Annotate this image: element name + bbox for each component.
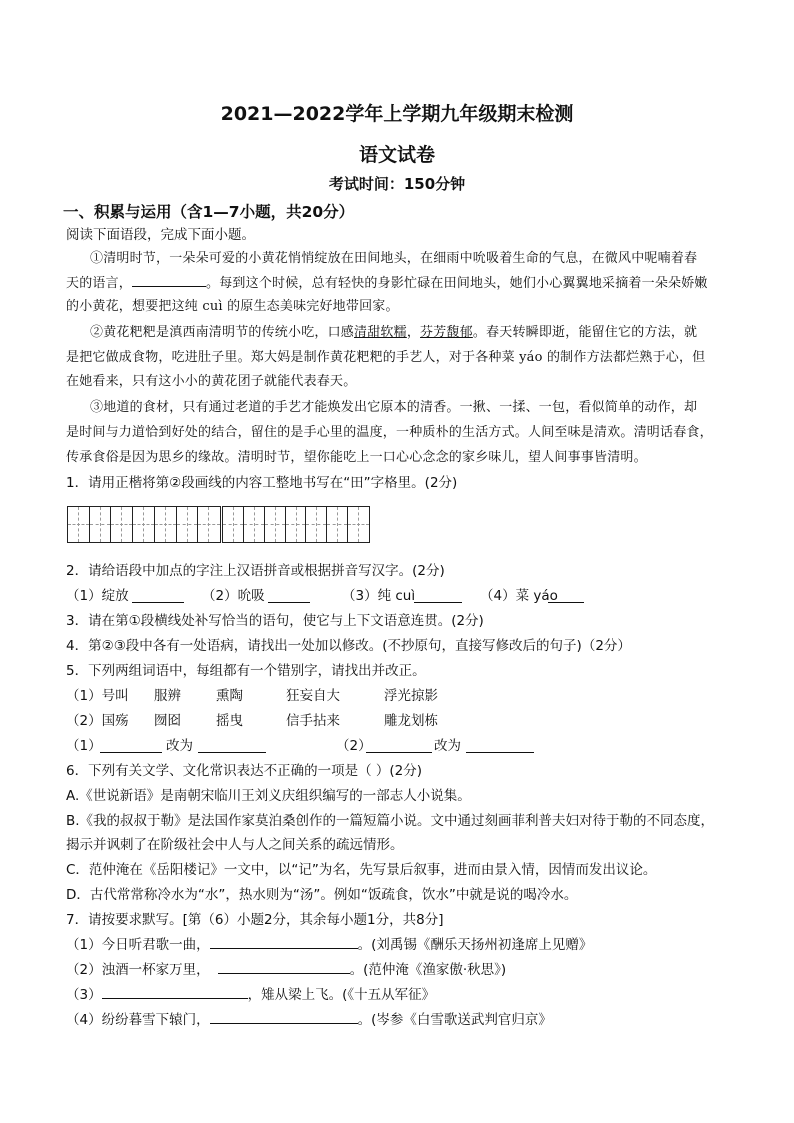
q7-line-1 [66,936,592,954]
q7-l3-prompt: （3） [66,987,102,1003]
q5-r1-word-2: 服辨 [154,688,181,704]
passage-p3-line2: 是时间与力道恰到好处的结合，留住的是手心里的温度，一种质朴的生活方式。人间至味是清欢。清明话春食， [66,425,713,440]
q7-line-2 [66,961,506,979]
q5-r1-word-4: 狂妄自大 [286,688,340,704]
q6-option-d[interactable]: D．古代常常称冷水为“水”，热水则为“汤”。例如“饭疏食，饮水”中就是说的喝冷水。 [66,887,578,903]
q2-blank-3[interactable] [414,590,462,603]
passage-p2-sep: ， [406,325,421,340]
q2-blank-2[interactable] [268,590,310,603]
question-6: 6．下列有关文学、文化常识表达不正确的一项是（ ）(2分) [66,763,423,779]
grid-cell[interactable] [286,507,307,542]
q6-option-c[interactable]: C．范仲淹在《岳阳楼记》一文中，以“记”为名，先写景后叙事，进而由景入情，因情而发出议论。 [66,862,657,878]
section-intro: 阅读下面语段，完成下面小题。 [66,227,255,243]
section-heading: 一、积累与运用（含1—7小题，共20分） [63,203,355,221]
exam-time: 考试时间：150分钟 [328,175,466,193]
passage-p1-line2 [66,274,708,293]
question-1: 1．请用正楷将第②段画线的内容工整地书写在“田”字格里。(2分) [66,475,458,491]
q5-r2-word-2: 囫囵 [154,713,181,729]
q5-answer-1-mid: 改为 [166,738,193,754]
q7-l4-prompt: （4）纷纷暮雪下辕门， [66,1012,210,1028]
underlined-phrase-2: 芬芳馥郁 [420,325,473,340]
q5-r1-word-1: （1）号叫 [66,688,129,704]
q2-blank-4[interactable] [548,590,584,603]
q7-l3-source: ，雉从梁上飞。(《十五从军征》 [247,987,436,1003]
exam-title: 2021—2022学年上学期九年级期末检测 [220,103,574,125]
exam-subtitle: 语文试卷 [358,144,435,166]
q5-blank-1a[interactable] [100,740,162,753]
q5-answer-2-label: （2） [336,738,372,754]
passage-p3-line3: 传承食俗是因为思乡的缘故。清明时节，望你能吃上一口心心念念的家乡味儿，望人间事事皆清明。 [66,450,647,465]
grid-cell[interactable] [198,507,220,542]
q2-blank-1[interactable] [132,590,184,603]
q3-answer-blank[interactable] [132,274,206,287]
q7-blank-2[interactable] [218,961,350,974]
passage-p1-line1: ①清明时节，一朵朵可爱的小黄花悄悄绽放在田间地头，在细雨中吮吸着生命的气息，在微风中呢喃着春 [90,251,698,266]
question-3: 3．请在第①段横线处补写恰当的语句，使它与上下文语意连贯。(2分) [66,613,484,629]
tian-grid-group-2[interactable] [222,506,370,543]
q7-l4-source: 。(岑参《白雪歌送武判官归京》 [357,1012,552,1028]
grid-cell[interactable] [90,507,112,542]
grid-cell[interactable] [223,507,244,542]
grid-cell[interactable] [155,507,177,542]
passage-p1-line3: 的小黄花，想要把这纯 cuì 的原生态美味完好地带回家。 [66,299,399,314]
grid-cell[interactable] [306,507,327,542]
passage-p2-line2: 是把它做成食物，吃进肚子里。郑大妈是制作黄花粑粑的手艺人，对于各种菜 yáo 的制作方法都烂熟于心，但 [66,350,706,365]
q7-blank-1[interactable] [210,936,358,949]
q7-line-3 [66,986,435,1004]
grid-cell[interactable] [111,507,133,542]
q6-option-b-line1[interactable]: B.《我的叔叔于勒》是法国作家莫泊桑创作的一篇短篇小说。文中通过刻画菲利普夫妇对待于勒的不同态度， [66,813,715,829]
q5-r2-word-1: （2）国殇 [66,713,129,729]
q7-l2-source: 。(范仲淹《渔家傲·秋思》) [349,962,507,978]
passage-p3-line1: ③地道的食材，只有通过老道的手艺才能焕发出它原本的清香。一揪、一揉、一包，看似简单的动作，却 [90,400,698,415]
passage-p2-line1 [90,324,697,342]
q2-option-1: （1）绽放 [66,588,129,604]
underlined-phrase-1: 清甜软糯 [354,325,407,340]
question-4: 4．第②③段中各有一处语病，请找出一处加以修改。(不抄原句，直接写修改后的句子)（2分） [66,638,631,654]
q7-l2-prompt: （2）浊酒一杯家万里， [66,962,210,978]
q6-option-b-line2: 揭示并讽刺了在阶级社会中人与人之间关系的疏远情形。 [66,837,404,853]
q5-answer-2-mid: 改为 [434,738,461,754]
q5-r2-word-5: 雕龙划栋 [384,713,438,729]
passage-p1-line2-end: 。每到这个时候，总有轻快的身影忙碌在田间地头，她们小心翼翼地采摘着一朵朵娇嫩 [206,276,708,291]
grid-cell[interactable] [68,507,90,542]
grid-cell[interactable] [265,507,286,542]
grid-cell[interactable] [327,507,348,542]
q2-option-2: （2）吮吸 [202,588,265,604]
q5-blank-1b[interactable] [198,740,266,753]
q7-line-4 [66,1011,552,1029]
q5-blank-2b[interactable] [466,740,534,753]
grid-cell[interactable] [133,507,155,542]
q2-option-3: （3）纯 cuì [342,588,416,604]
q2-option-4: （4）菜 yáo [480,588,558,604]
q5-r2-word-4: 信手拈来 [286,713,340,729]
q5-r1-word-5: 浮光掠影 [384,688,438,704]
q5-r1-word-3: 熏陶 [216,688,243,704]
passage-p1-line2-start: 天的语言， [66,276,133,291]
grid-cell[interactable] [177,507,199,542]
tian-grid-group-1[interactable] [67,506,221,543]
q7-blank-3[interactable] [102,986,248,999]
q5-answer-1-label: （1） [66,738,102,754]
q5-blank-2a[interactable] [366,740,432,753]
question-2: 2．请给语段中加点的字注上汉语拼音或根据拼音写汉字。(2分) [66,563,445,579]
q7-l1-prompt: （1）今日听君歌一曲， [66,937,210,953]
q5-r2-word-3: 摇曳 [216,713,243,729]
question-5: 5．下列两组词语中，每组都有一个错别字，请找出并改正。 [66,663,426,679]
q6-option-a[interactable]: A.《世说新语》是南朝宋临川王刘义庆组织编写的一部志人小说集。 [66,788,471,804]
q7-l1-source: 。(刘禹锡《酬乐天扬州初逢席上见赠》 [357,937,593,953]
passage-p2-line1-end: 。春天转瞬即逝，能留住它的方法，就 [472,325,698,340]
grid-cell[interactable] [348,507,369,542]
grid-cell[interactable] [244,507,265,542]
passage-p2-line1-start: ②黄花粑粑是滇西南清明节的传统小吃，口感 [90,325,355,340]
question-7: 7．请按要求默写。[第（6）小题2分，其余每小题1分，共8分] [66,912,444,928]
passage-p2-line3: 在她看来，只有这小小的黄花团子就能代表春天。 [66,374,357,389]
q7-blank-4[interactable] [210,1011,358,1024]
